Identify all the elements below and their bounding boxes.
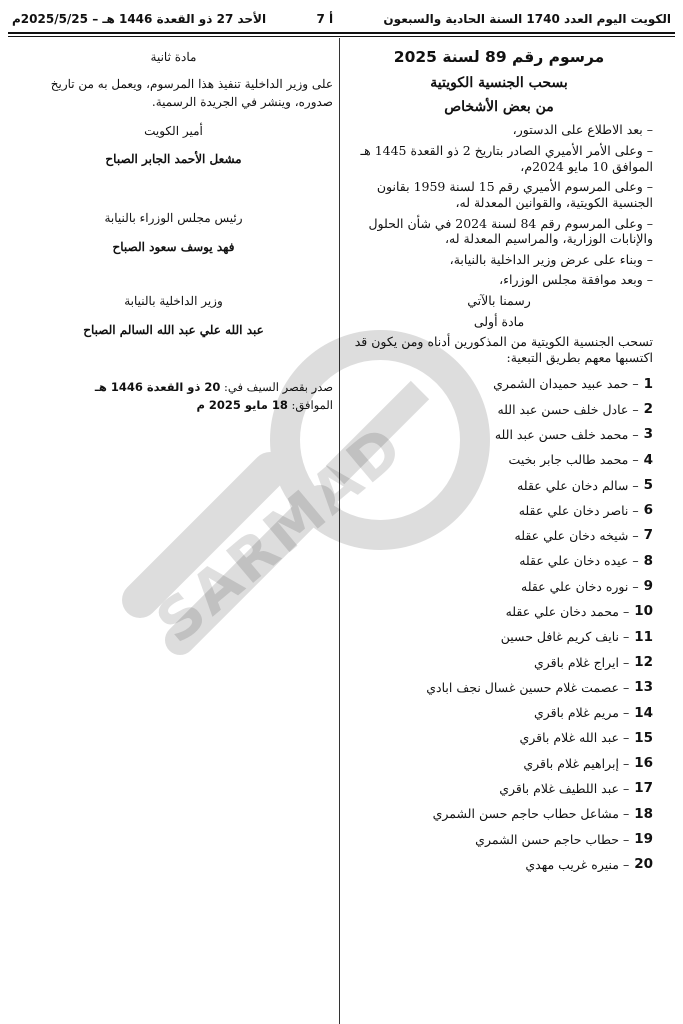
preamble-clause: – وبعد موافقة مجلس الوزراء،	[499, 272, 653, 288]
person-name: – محمد دخان علي عقله	[505, 604, 630, 619]
person-name: – عصمت غلام حسين غسال نجف ابادي	[426, 679, 630, 695]
header-date: الأحد 27 ذو القعدة 1446 هـ – 2025/5/25م	[12, 12, 267, 26]
name-number: 20	[634, 856, 653, 873]
name-list-item	[345, 473, 653, 498]
signature-name: عبد الله علي عبد الله السالم الصباح	[83, 322, 264, 337]
name-number: 13	[634, 679, 653, 696]
name-number: 1	[643, 375, 653, 392]
person-name: – ناصر دخان علي عقله	[518, 502, 639, 518]
name-number: 3	[643, 426, 653, 443]
name-list-item	[345, 447, 653, 472]
name-number: 16	[634, 755, 653, 772]
name-number: 8	[643, 552, 653, 569]
issued-block	[14, 379, 333, 415]
name-list-item	[345, 523, 653, 548]
name-number: 2	[643, 401, 653, 417]
person-name: – حمد عبيد حميدان الشمري	[493, 376, 639, 392]
name-number: 7	[643, 527, 653, 544]
name-number: 11	[634, 628, 653, 645]
person-name: – نوره دخان علي عقله	[521, 578, 639, 594]
name-list-item	[345, 802, 653, 827]
person-name: – مريم غلام باقري	[533, 705, 630, 721]
name-list-item	[345, 751, 653, 776]
preamble-clause: – وعلى المرسوم رقم 84 لسنة 2024 في شأن الحلول والإنابات الوزارية، والمراسيم المعدلة له،	[368, 215, 653, 247]
preamble	[345, 122, 653, 288]
name-number: 5	[643, 476, 653, 493]
name-list-item	[345, 776, 653, 801]
name-number: 14	[634, 704, 653, 721]
signature-role: وزير الداخلية بالنيابة	[124, 294, 223, 309]
person-name: – مشاعل حطاب حاجم حسن الشمري	[432, 806, 630, 822]
name-list-item	[345, 650, 653, 675]
name-list-item	[345, 726, 653, 751]
decree-column	[345, 42, 653, 877]
page-header	[12, 8, 671, 30]
signature-role: أمير الكويت	[144, 123, 203, 138]
signature-name: مشعل الأحمد الجابر الصباح	[105, 152, 242, 167]
watermark-text: SARMAD	[143, 411, 417, 657]
person-name: – عبد اللطيف غلام باقري	[499, 781, 630, 797]
name-number: 9	[643, 578, 653, 595]
preamble-clause: – وبناء على عرض وزير الداخلية بالنيابة،	[449, 251, 653, 267]
decree-title: مرسوم رقم 89 لسنة 2025	[393, 48, 605, 66]
name-list-item	[345, 574, 653, 599]
header-rule	[8, 32, 675, 34]
header-publication: الكويت اليوم العدد 1740 السنة الحادية والسبعون	[383, 12, 671, 26]
person-name: – حطاب حاجم حسن الشمري	[475, 831, 630, 847]
article1-text: تسحب الجنسية الكويتية من المذكورين أدناه ومن يكون قد اكتسبها معهم بطريق التبعية:	[354, 334, 653, 365]
name-list-item	[345, 852, 653, 877]
name-number: 6	[643, 502, 653, 519]
issued-label-2: الموافق:	[291, 398, 333, 413]
name-number: 12	[634, 653, 653, 670]
issued-hijri-date: 20 ذو القعدة 1446 هـ	[94, 380, 221, 395]
issued-gregorian-date: 18 مايو 2025 م	[196, 398, 288, 413]
name-list-item	[345, 675, 653, 700]
name-number: 17	[634, 780, 653, 797]
preamble-clause: – بعد الاطلاع على الدستور،	[512, 122, 653, 138]
names-list	[345, 372, 653, 878]
header-rule-thin	[8, 36, 675, 37]
person-name: – محمد خلف حسن عبد الله	[494, 426, 639, 442]
header-page-number: أ 7	[316, 12, 334, 26]
decree-subtitle-1: بسحب الجنسية الكويتية	[430, 75, 568, 92]
person-name: – محمد طالب جابر بخيت	[508, 452, 639, 468]
person-name: – نايف كريم غافل حسين	[500, 629, 630, 645]
person-name: – عيده دخان علي عقله	[519, 553, 639, 569]
name-list-item	[345, 599, 653, 624]
person-name: – شيخه دخان علي عقله	[514, 528, 639, 544]
signature-role: رئيس مجلس الوزراء بالنيابة	[104, 210, 243, 225]
signature-emir	[14, 122, 333, 169]
person-name: – منيره غريب مهدي	[525, 856, 630, 872]
article2-text: على وزير الداخلية تنفيذ هذا المرسوم، ويعمل به من تاريخ صدوره، وينشر في الجريدة الرسمية.	[50, 76, 333, 110]
name-number: 15	[634, 729, 653, 746]
name-number: 10	[634, 603, 653, 620]
name-number: 19	[634, 831, 653, 848]
decree-subtitle-2: من بعض الأشخاص	[444, 98, 554, 115]
column-divider	[339, 38, 340, 1024]
person-name: – عادل خلف حسن عبد الله	[497, 401, 639, 417]
article1-title: مادة أولى	[473, 313, 525, 329]
person-name: – سالم دخان علي عقله	[517, 477, 639, 493]
issued-place-date	[14, 379, 333, 397]
name-list-item	[345, 624, 653, 649]
signature-name: فهد يوسف سعود الصباح	[112, 239, 235, 254]
person-name: – عبد الله غلام باقري	[519, 730, 630, 746]
name-list-item	[345, 700, 653, 725]
name-list-item	[345, 498, 653, 523]
name-list-item	[345, 372, 653, 397]
second-column	[14, 42, 333, 415]
person-name: – إبراهيم غلام باقري	[523, 755, 630, 771]
name-list-item	[345, 827, 653, 852]
signature-interior	[14, 292, 333, 339]
person-name: – ايراج غلام باقري	[533, 654, 630, 670]
preamble-clause: – وعلى الأمر الأميري الصادر بتاريخ 2 ذو القعدة 1445 هـ الموافق 10 مايو 2024م،	[360, 143, 653, 174]
name-list-item	[345, 422, 653, 447]
article2-title: مادة ثانية	[150, 50, 197, 64]
issued-label: صدر بقصر السيف في:	[224, 380, 333, 395]
name-number: 18	[634, 805, 653, 822]
name-list-item	[345, 549, 653, 574]
decreed-line: رسمنا بالآتي	[467, 293, 531, 308]
signature-pm	[14, 209, 333, 256]
preamble-clause: – وعلى المرسوم الأميري رقم 15 لسنة 1959 بقانون الجنسية الكويتية، والقوانين المعدلة له،	[376, 179, 653, 210]
issued-gregorian	[14, 397, 333, 415]
name-number: 4	[643, 451, 653, 468]
name-list-item	[345, 397, 653, 422]
